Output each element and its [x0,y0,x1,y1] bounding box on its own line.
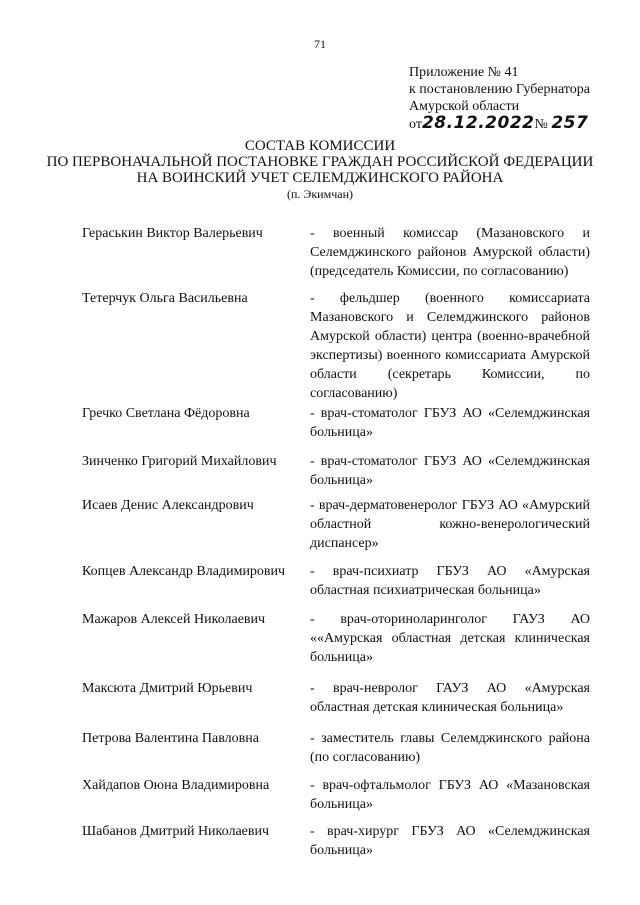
appendix-line-3: Амурской области [409,99,520,114]
member-role: - заместитель главы Селемджинского района (по согласованию) [310,731,590,765]
member-name: Максюта Дмитрий Юрьевич [82,681,253,696]
member-name: Зинченко Григорий Михайлович [82,454,277,469]
page-number: 71 [314,37,326,51]
member-role: - врач-оториноларинголог ГАУЗ АО ««Амурская областная детская клиническая больница» [310,612,590,665]
member-role: - врач-невролог ГАУЗ АО «Амурская областная детская клиническая больница» [310,681,590,715]
document-title [0,138,640,202]
title-line-3: НА ВОИНСКИЙ УЧЕТ СЕЛЕМДЖИНСКОГО РАЙОНА [136,170,504,186]
appendix-line-2: к постановлению Губернатора [409,82,590,97]
member-role: - врач-стоматолог ГБУЗ АО «Селемджинская больница» [310,454,590,488]
member-name: Копцев Александр Владимирович [82,564,286,579]
number-prefix: № [534,117,548,132]
title-subtitle: (п. Экимчан) [287,187,353,201]
member-role: - врач-дерматовенеролог ГБУЗ АО «Амурский областной кожно-венерологический диспансер» [310,498,590,551]
title-line-1: СОСТАВ КОМИССИИ [244,138,396,154]
handwritten-number: 257 [551,113,589,133]
member-name: Гераськин Виктор Валерьевич [82,226,263,241]
member-name: Хайдапов Оюна Владимировна [82,778,270,793]
member-role: - военный комиссар (Мазановского и Селемджинского районов Амурской области) (председатель Комиссии, по согласованию) [310,226,590,279]
title-line-2: ПО ПЕРВОНАЧАЛЬНОЙ ПОСТАНОВКЕ ГРАЖДАН РОССИЙСКОЙ ФЕДЕРАЦИИ [46,154,594,170]
member-role: - фельдшер (военного комиссариата Мазановского и Селемджинского районов Амурской области) центра (военно-врачебной экспертизы) военного комиссариата Амурской области (секретарь Комиссии, по согласованию) [310,291,590,401]
member-name: Тетерчук Ольга Васильевна [82,291,248,306]
handwritten-date: 28.12.2022 [421,113,535,133]
member-role: - врач-психиатр ГБУЗ АО «Амурская областная психиатрическая больница» [310,564,590,598]
date-prefix: от [409,117,422,132]
member-name: Шабанов Дмитрий Николаевич [82,824,270,839]
member-role: - врач-хирург ГБУЗ АО «Селемджинская больница» [310,824,590,858]
member-name: Гречко Светлана Фёдоровна [82,406,250,421]
appendix-line-1: Приложение № 41 [409,65,519,80]
member-name: Исаев Денис Александрович [82,498,254,513]
member-role: - врач-стоматолог ГБУЗ АО «Селемджинская больница» [310,406,590,440]
appendix-block [409,64,590,133]
appendix-date-line [409,115,590,133]
member-role: - врач-офтальмолог ГБУЗ АО «Мазановская больница» [310,778,590,812]
member-name: Петрова Валентина Павловна [82,731,259,746]
member-name: Мажаров Алексей Николаевич [82,612,266,627]
